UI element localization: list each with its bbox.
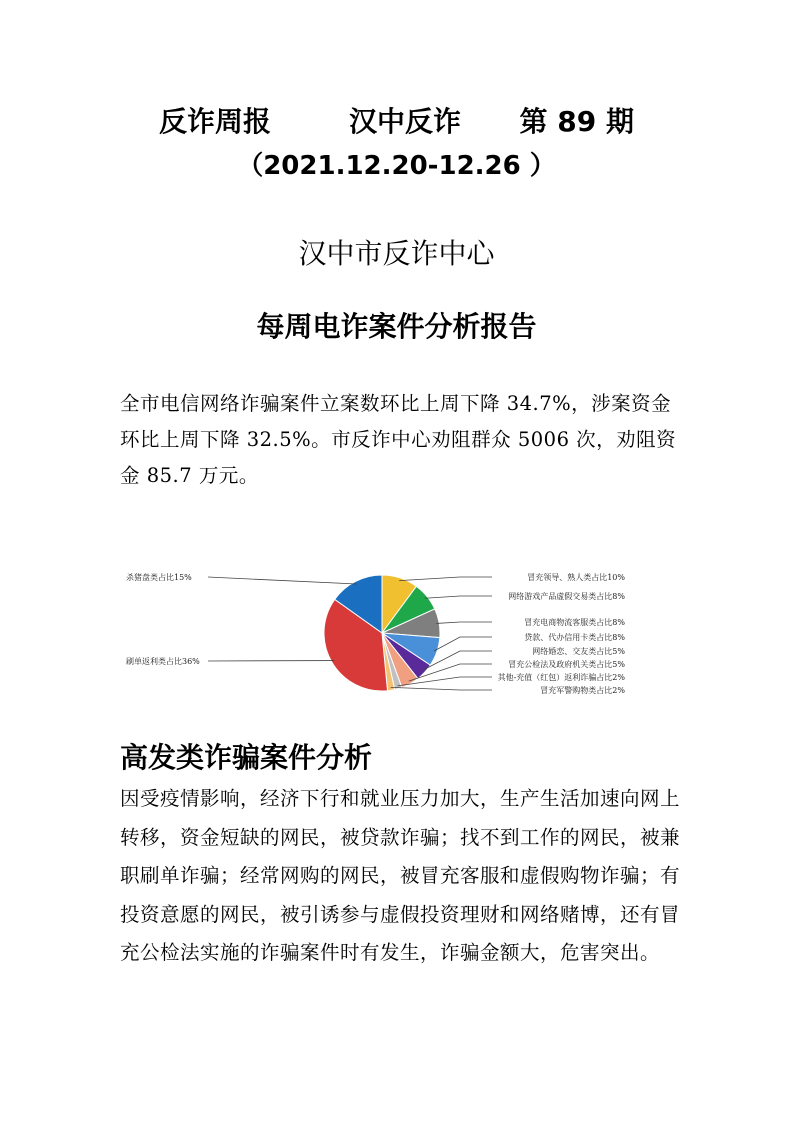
summary-paragraph: 全市电信网络诈骗案件立案数环比上周下降 34.7%，涉案资金环比上周下降 32.5%。市反诈中心劝阻群众 5006 次，劝阻资金 85.7 万元。: [120, 392, 677, 487]
fraud-type-pie-chart: [120, 560, 640, 700]
pie-slice-label: 网络游戏产品虚假交易类占比8%: [508, 592, 625, 601]
pie-slice-label: 冒充领导、熟人类占比10%: [527, 573, 625, 582]
pie-slice-label: 冒充公检法及政府机关类占比5%: [508, 660, 625, 669]
report-header: 反诈周报 汉中反诈 第 89 期: [159, 105, 634, 138]
leader-line: [425, 596, 492, 598]
leader-line: [391, 687, 492, 690]
pie-slice-label: 网络婚恋、交友类占比5%: [532, 647, 625, 656]
pie-slice-label: 刷单返利类占比36%: [126, 657, 200, 666]
organization-name: 汉中市反诈中心: [298, 237, 495, 270]
analysis-paragraph: 因受疫情影响，经济下行和就业压力加大，生产生活加速向网上转移，资金短缺的网民，被贷款诈骗；找不到工作的网民，被兼职刷单诈骗；经常网购的网民，被冒充客服和虚假购物诈骗；有投资意愿的网民，被引诱参与虚假投资理财和网络赌博，还有冒充公检法实施的诈骗案件时有发生，诈骗金额大，危害突出。: [120, 787, 681, 964]
leader-line: [436, 622, 492, 623]
report-title: 每周电诈案件分析报告: [256, 310, 537, 343]
pie-slice-label: 其他-充值（红包）返利诈骗占比2%: [497, 673, 625, 682]
leader-line: [399, 577, 492, 581]
pie-slice-label: 冒充军警购物类占比2%: [540, 686, 625, 695]
pie-slice-label: 冒充电商物流客服类占比8%: [524, 618, 625, 627]
date-range: （2021.12.20-12.26 ）: [237, 151, 556, 181]
pie-slice-label: 贷款、代办信用卡类占比8%: [524, 633, 625, 642]
leader-line: [208, 577, 357, 584]
leader-line: [434, 637, 492, 651]
pie-slice-label: 杀猪盘类占比15%: [126, 573, 192, 582]
section-title: 高发类诈骗案件分析: [120, 741, 373, 774]
